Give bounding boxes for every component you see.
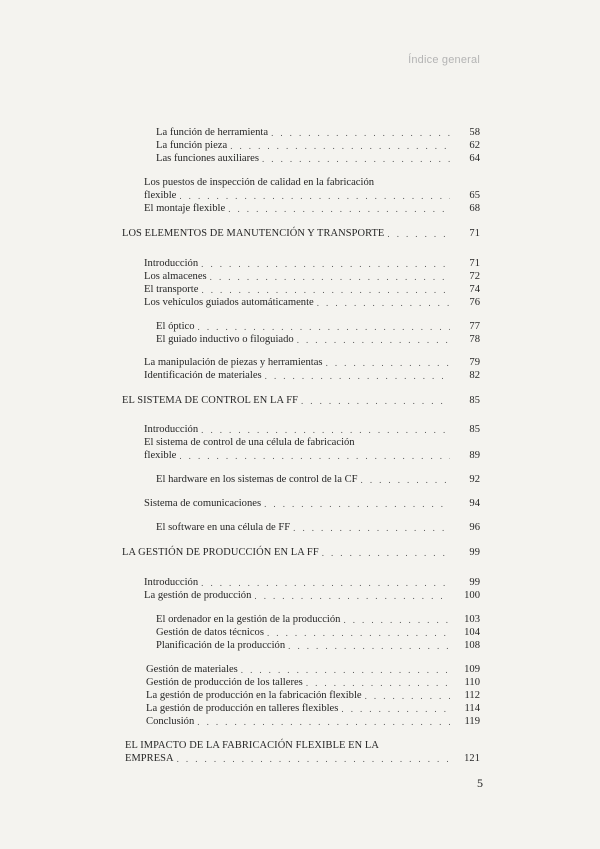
toc-chapter-title: EL SISTEMA DE CONTROL EN LA FF	[122, 395, 298, 406]
toc-entry	[156, 473, 480, 486]
leader-dots	[207, 272, 450, 283]
leader-dots	[225, 204, 450, 215]
leader-dots	[264, 628, 450, 639]
leader-dots	[298, 396, 450, 407]
toc-entry-page: 99	[469, 577, 480, 588]
toc-entry-page: 119	[464, 716, 480, 727]
toc-entry-page: 77	[469, 321, 480, 332]
toc-entry	[146, 676, 480, 689]
toc-entry	[146, 715, 480, 728]
leader-dots	[195, 322, 450, 333]
leader-dots	[290, 523, 450, 534]
toc-entry-title: El ordenador en la gestión de la producción	[156, 614, 341, 625]
leader-dots	[384, 229, 450, 240]
toc-entry-page: 100	[464, 590, 480, 601]
toc-entry-title: El montaje flexible	[144, 203, 226, 214]
toc-entry-title: Conclusión	[146, 716, 195, 727]
toc-entry-page: 85	[469, 424, 480, 435]
leader-dots	[259, 154, 450, 165]
toc-entry-page: 104	[464, 627, 480, 638]
leader-dots	[323, 358, 450, 369]
leader-dots	[198, 285, 450, 296]
leader-dots	[174, 754, 450, 765]
toc-entry-page: 79	[469, 357, 480, 368]
leader-dots	[319, 548, 450, 559]
toc-entry-page: 103	[464, 614, 480, 625]
leader-dots	[268, 128, 450, 139]
toc-entry	[156, 521, 480, 534]
toc-entry-title: Gestión de datos técnicos	[156, 627, 264, 638]
toc-entry	[144, 369, 480, 382]
toc-entry-title: La función pieza	[156, 140, 228, 151]
page-number: 5	[477, 776, 483, 790]
toc-entry-page: 82	[469, 370, 480, 381]
toc-entry-page: 58	[469, 127, 480, 138]
toc-entry	[156, 626, 480, 639]
toc-entry	[146, 689, 480, 702]
toc-entry-page: 112	[464, 690, 480, 701]
toc-entry-title: La gestión de producción	[144, 590, 252, 601]
leader-dots	[303, 678, 450, 689]
toc-entry-page: 96	[469, 522, 480, 533]
toc-entry-title: El óptico	[156, 321, 195, 332]
toc-entry-title: La gestión de producción en la fabricación flexible	[146, 690, 362, 701]
leader-dots	[198, 425, 450, 436]
leader-dots	[176, 451, 450, 462]
toc-chapter-title: EL IMPACTO DE LA FABRICACIÓN FLEXIBLE EN LA	[125, 740, 379, 751]
toc-entry-title: El hardware en los sistemas de control de la CF	[156, 474, 358, 485]
toc-entry-title: Introducción	[144, 258, 199, 269]
toc-chapter-title: LA GESTIÓN DE PRODUCCIÓN EN LA FF	[122, 547, 319, 558]
toc-entry	[144, 497, 480, 510]
toc-chapter	[122, 546, 480, 559]
toc-entry	[144, 189, 480, 202]
toc-entry-title: El transporte	[144, 284, 199, 295]
running-head: Índice general	[408, 54, 480, 66]
toc-entry-title: El software en una célula de FF	[156, 522, 291, 533]
toc-entry-page: 92	[469, 474, 480, 485]
toc-entry	[156, 639, 480, 652]
leader-dots	[294, 335, 450, 346]
toc-entry-title: La gestión de producción en talleres flexibles	[146, 703, 339, 714]
toc-entry-title: Sistema de comunicaciones	[144, 498, 262, 509]
toc-entry-title: La manipulación de piezas y herramientas	[144, 357, 323, 368]
toc-entry	[156, 152, 480, 165]
toc-entry-page: 74	[469, 284, 480, 295]
toc-entry-title: La función de herramienta	[156, 127, 269, 138]
toc-entry-page: 121	[464, 753, 480, 764]
toc-entry-page: 65	[469, 190, 480, 201]
toc-chapter	[122, 227, 480, 240]
toc-entry-title: Gestión de producción de los talleres	[146, 677, 303, 688]
leader-dots	[285, 641, 450, 652]
toc-entry	[146, 663, 480, 676]
toc-entry-title: Los puestos de inspección de calidad en la fabricación	[144, 177, 375, 188]
toc-entry	[144, 202, 480, 215]
toc-entry-title: Gestión de materiales	[146, 664, 238, 675]
leader-dots	[358, 475, 450, 486]
toc-entry	[156, 333, 480, 346]
leader-dots	[362, 691, 450, 702]
toc-entry	[156, 613, 480, 626]
toc-entry-title: Los almacenes	[144, 271, 207, 282]
toc-entry	[156, 139, 480, 152]
toc-chapter-title: EMPRESA	[125, 753, 174, 764]
toc-entry	[144, 576, 480, 589]
toc-entry	[144, 423, 480, 436]
leader-dots	[198, 259, 450, 270]
toc-entry-title: El guiado inductivo o filoguiado	[156, 334, 294, 345]
toc-entry	[144, 283, 480, 296]
leader-dots	[340, 615, 450, 626]
toc-chapter	[122, 394, 480, 407]
toc-entry-page: 114	[464, 703, 480, 714]
leader-dots	[198, 578, 450, 589]
toc-entry-page: 108	[464, 640, 480, 651]
toc-entry-title: El sistema de control de una célula de fabricación	[144, 437, 355, 448]
leader-dots	[238, 665, 450, 676]
toc-chapter	[125, 752, 480, 765]
toc-entry-title: Planificación de la producción	[156, 640, 286, 651]
toc-entry	[144, 257, 480, 270]
toc-entry-page: 85	[469, 395, 480, 406]
toc-entry-page: 89	[469, 450, 480, 461]
toc-entry-title: Introducción	[144, 424, 199, 435]
leader-dots	[227, 141, 450, 152]
toc-entry-title: flexible	[144, 190, 177, 201]
toc-entry-page: 76	[469, 297, 480, 308]
toc-entry-page: 71	[469, 228, 480, 239]
toc-entry-title: Los vehículos guiados automáticamente	[144, 297, 314, 308]
leader-dots	[251, 591, 450, 602]
leader-dots	[262, 371, 450, 382]
toc-entry	[144, 296, 480, 309]
toc-chapter-title: LOS ELEMENTOS DE MANUTENCIÓN Y TRANSPORTE	[122, 228, 385, 239]
leader-dots	[338, 704, 450, 715]
toc-entry-title: Las funciones auxiliares	[156, 153, 259, 164]
toc-entry-title: flexible	[144, 450, 177, 461]
toc-entry-title: Identificación de materiales	[144, 370, 262, 381]
leader-dots	[261, 499, 450, 510]
toc-entry-title: Introducción	[144, 577, 199, 588]
toc-entry-page: 94	[469, 498, 480, 509]
leader-dots	[314, 298, 450, 309]
toc-entry-page: 109	[464, 664, 480, 675]
leader-dots	[176, 191, 450, 202]
toc-entry-page: 110	[464, 677, 480, 688]
toc-entry	[144, 589, 480, 602]
toc-entry	[156, 126, 480, 139]
toc-entry-page: 72	[469, 271, 480, 282]
toc-entry-page: 68	[469, 203, 480, 214]
toc-entry	[144, 449, 480, 462]
leader-dots	[194, 717, 450, 728]
toc-entry-page: 99	[469, 547, 480, 558]
toc-entry	[144, 356, 480, 369]
toc-entry	[156, 320, 480, 333]
toc-entry-page: 71	[469, 258, 480, 269]
toc-entry	[144, 270, 480, 283]
toc-entry-page: 64	[469, 153, 480, 164]
toc-entry-page: 62	[469, 140, 480, 151]
toc-entry-page: 78	[469, 334, 480, 345]
toc-entry	[146, 702, 480, 715]
